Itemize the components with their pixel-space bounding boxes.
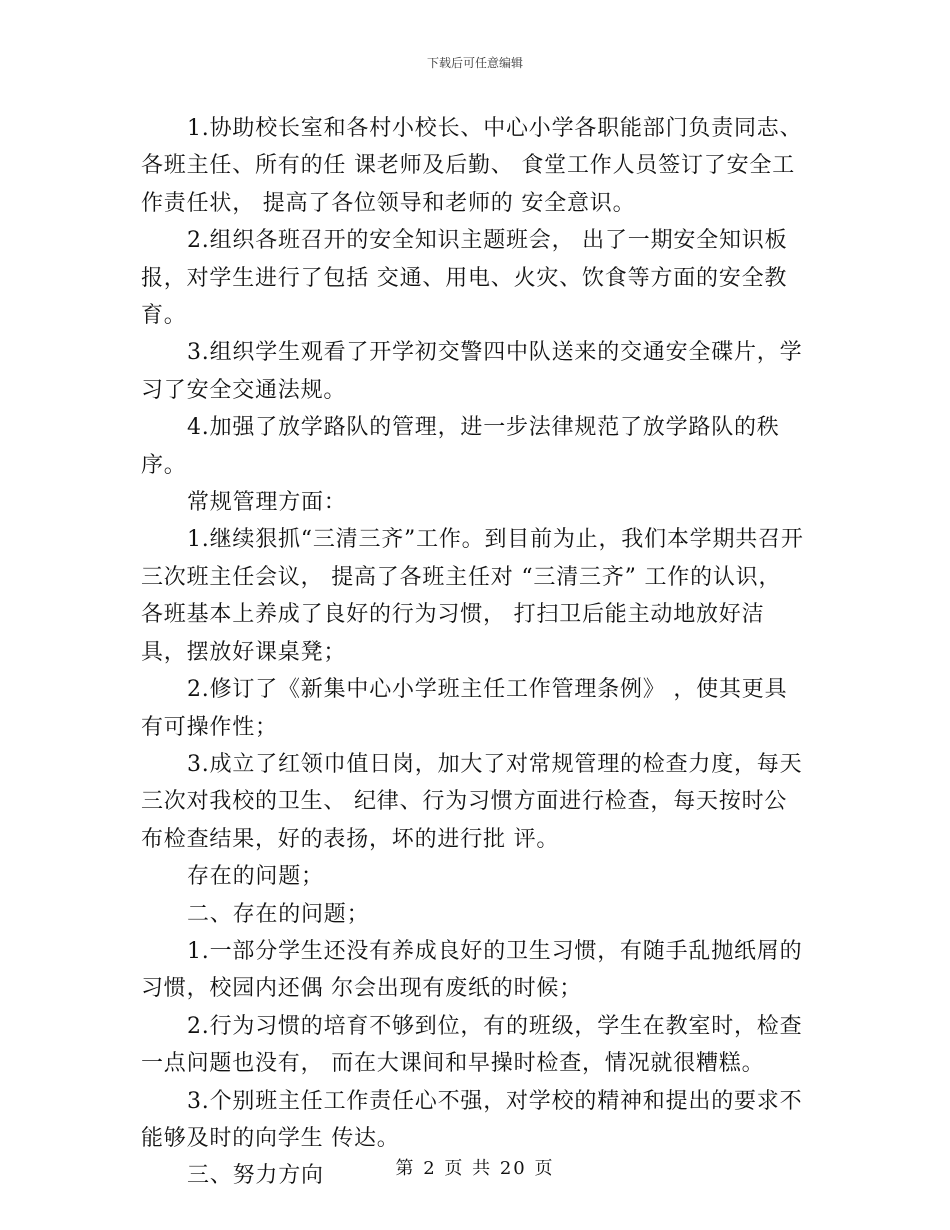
document-body [141, 110, 809, 1195]
page-header-note: 下载后可任意编辑 [426, 56, 523, 70]
section-heading: 三、努力方向 [187, 1163, 324, 1189]
paragraph: 3.个别班主任工作责任心不强，对学校的精神和提出的要求不能够及时的向学生 传达。 [141, 1088, 803, 1151]
paragraph: 2.行为习惯的培育不够到位，有的班级，学生在教室时，检查一点问题也没有， 而在大课间和早操时检查，情况就很糟糕。 [141, 1013, 803, 1077]
paragraph: 2.组织各班召开的安全知识主题班会， 出了一期安全知识板报，对学生进行了包括 交通、用电、火灾、饮食等方面的安全教育。 [141, 228, 788, 329]
paragraph: 4.加强了放学路队的管理，进一步法律规范了放学路队的秩序。 [141, 415, 780, 478]
section-heading: 常规管理方面： [187, 490, 347, 516]
section-heading: 二、存在的问题； [187, 901, 370, 927]
paragraph: 3.组织学生观看了开学初交警四中队送来的交通安全碟片，学习了安全交通法规。 [141, 340, 803, 403]
paragraph: 2.修订了《新集中心小学班主任工作管理条例》 ，使其更具有可操作性； [141, 677, 788, 740]
paragraph: 3.成立了红领巾值日岗，加大了对常规管理的检查力度，每天三次对我校的卫生、 纪律、行为习惯方面进行检查，每天按时公布检查结果，好的表扬，坏的进行批 评。 [141, 751, 803, 852]
section-heading: 存在的问题； [187, 864, 324, 890]
paragraph: 1.协助校长室和各村小校长、中心小学各职能部门负责同志、各班主任、所有的任 课老师及后勤、 食堂工作人员签订了安全工作责任状， 提高了各位领导和老师的 安全意识。 [141, 116, 803, 216]
paragraph: 1.一部分学生还没有养成良好的卫生习惯，有随手乱抛纸屑的习惯，校园内还偶 尔会出现有废纸的时候； [141, 938, 803, 1002]
page-number: 第 2 页 共 20 页 [395, 1158, 555, 1179]
paragraph: 1.继续狠抓“三清三齐”工作。到目前为止，我们本学期共召开三次班主任会议， 提高了各班主任对 “三清三齐” 工作的认识， 各班基本上养成了良好的行为习惯， 打扫卫后能主动地放好洁具，摆放好课桌凳； [141, 527, 804, 665]
